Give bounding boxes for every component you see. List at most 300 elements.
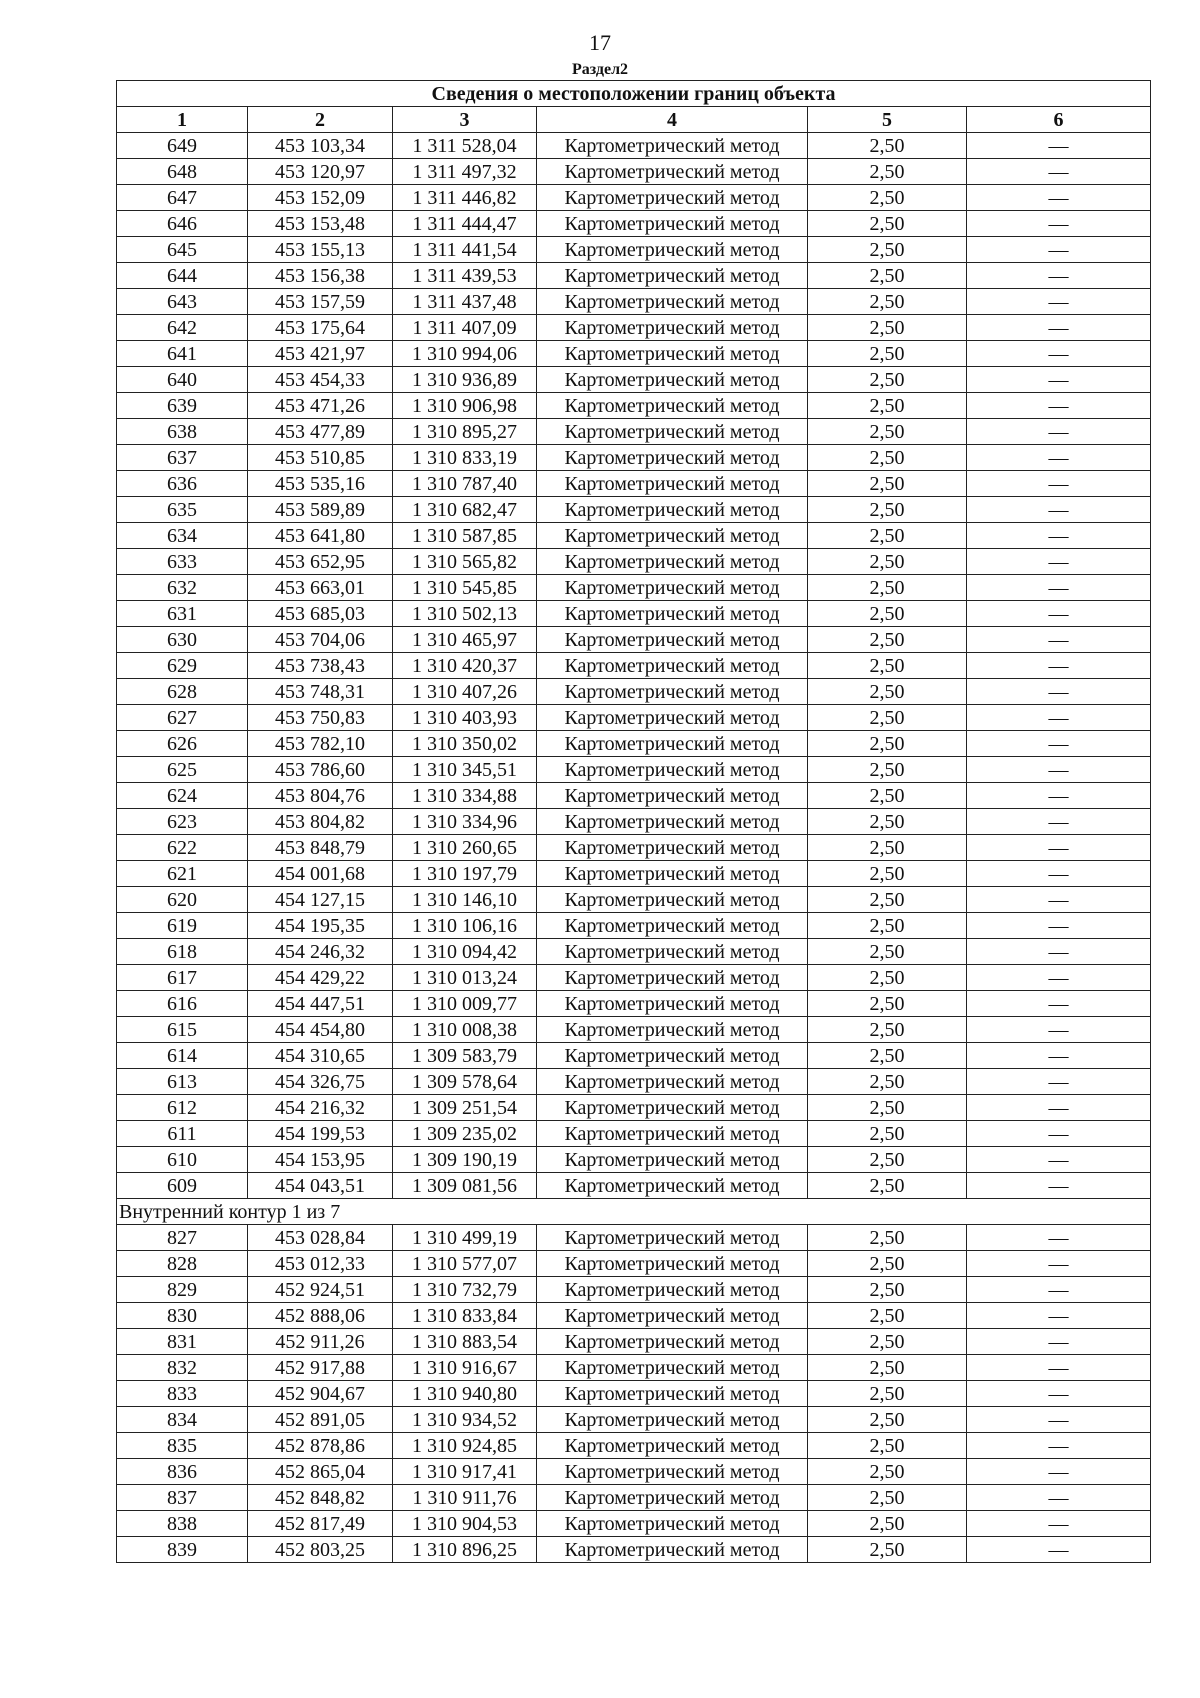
accuracy-cell: 2,50 [808, 237, 967, 263]
table-header-row [117, 107, 1151, 133]
accuracy-cell: 2,50 [808, 1225, 967, 1251]
accuracy-cell: 2,50 [808, 627, 967, 653]
description-cell: — [967, 705, 1151, 731]
y-coordinate-cell: 1 310 577,07 [393, 1251, 537, 1277]
x-coordinate-cell: 452 888,06 [248, 1303, 393, 1329]
column-header: 1 [117, 107, 248, 133]
y-coordinate-cell: 1 310 904,53 [393, 1511, 537, 1537]
method-cell: Картометрический метод [537, 705, 808, 731]
method-cell: Картометрический метод [537, 627, 808, 653]
table-row [117, 1303, 1151, 1329]
table-row [117, 1511, 1151, 1537]
point-number-cell: 633 [117, 549, 248, 575]
description-cell: — [967, 133, 1151, 159]
y-coordinate-cell: 1 309 251,54 [393, 1095, 537, 1121]
point-number-cell: 619 [117, 913, 248, 939]
description-cell: — [967, 1511, 1151, 1537]
accuracy-cell: 2,50 [808, 1251, 967, 1277]
table-row [117, 1329, 1151, 1355]
method-cell: Картометрический метод [537, 1095, 808, 1121]
description-cell: — [967, 1095, 1151, 1121]
table-row [117, 1017, 1151, 1043]
method-cell: Картометрический метод [537, 939, 808, 965]
point-number-cell: 624 [117, 783, 248, 809]
table-row [117, 549, 1151, 575]
method-cell: Картометрический метод [537, 471, 808, 497]
accuracy-cell: 2,50 [808, 1121, 967, 1147]
x-coordinate-cell: 453 454,33 [248, 367, 393, 393]
y-coordinate-cell: 1 309 235,02 [393, 1121, 537, 1147]
method-cell: Картометрический метод [537, 497, 808, 523]
x-coordinate-cell: 454 043,51 [248, 1173, 393, 1199]
x-coordinate-cell: 453 175,64 [248, 315, 393, 341]
y-coordinate-cell: 1 310 345,51 [393, 757, 537, 783]
table-row [117, 445, 1151, 471]
x-coordinate-cell: 454 326,75 [248, 1069, 393, 1095]
point-number-cell: 649 [117, 133, 248, 159]
boundary-coordinates-table [116, 80, 1151, 1563]
accuracy-cell: 2,50 [808, 1537, 967, 1563]
y-coordinate-cell: 1 310 407,26 [393, 679, 537, 705]
x-coordinate-cell: 453 477,89 [248, 419, 393, 445]
method-cell: Картометрический метод [537, 341, 808, 367]
method-cell: Картометрический метод [537, 991, 808, 1017]
y-coordinate-cell: 1 310 334,88 [393, 783, 537, 809]
column-header: 2 [248, 107, 393, 133]
x-coordinate-cell: 453 641,80 [248, 523, 393, 549]
y-coordinate-cell: 1 310 545,85 [393, 575, 537, 601]
accuracy-cell: 2,50 [808, 1329, 967, 1355]
accuracy-cell: 2,50 [808, 1277, 967, 1303]
x-coordinate-cell: 453 748,31 [248, 679, 393, 705]
description-cell: — [967, 1017, 1151, 1043]
method-cell: Картометрический метод [537, 1407, 808, 1433]
point-number-cell: 627 [117, 705, 248, 731]
table-row [117, 731, 1151, 757]
method-cell: Картометрический метод [537, 1173, 808, 1199]
y-coordinate-cell: 1 310 420,37 [393, 653, 537, 679]
description-cell: — [967, 1277, 1151, 1303]
description-cell: — [967, 1173, 1151, 1199]
table-row [117, 861, 1151, 887]
column-header: 3 [393, 107, 537, 133]
y-coordinate-cell: 1 310 906,98 [393, 393, 537, 419]
accuracy-cell: 2,50 [808, 211, 967, 237]
accuracy-cell: 2,50 [808, 835, 967, 861]
table-row [117, 133, 1151, 159]
point-number-cell: 625 [117, 757, 248, 783]
description-cell: — [967, 1121, 1151, 1147]
accuracy-cell: 2,50 [808, 549, 967, 575]
description-cell: — [967, 497, 1151, 523]
x-coordinate-cell: 453 152,09 [248, 185, 393, 211]
table-row [117, 1537, 1151, 1563]
method-cell: Картометрический метод [537, 731, 808, 757]
method-cell: Картометрический метод [537, 289, 808, 315]
accuracy-cell: 2,50 [808, 1043, 967, 1069]
x-coordinate-cell: 453 738,43 [248, 653, 393, 679]
point-number-cell: 833 [117, 1381, 248, 1407]
x-coordinate-cell: 453 804,82 [248, 809, 393, 835]
description-cell: — [967, 185, 1151, 211]
method-cell: Картометрический метод [537, 263, 808, 289]
accuracy-cell: 2,50 [808, 1095, 967, 1121]
x-coordinate-cell: 454 199,53 [248, 1121, 393, 1147]
accuracy-cell: 2,50 [808, 367, 967, 393]
table-row [117, 393, 1151, 419]
x-coordinate-cell: 452 817,49 [248, 1511, 393, 1537]
accuracy-cell: 2,50 [808, 419, 967, 445]
y-coordinate-cell: 1 310 833,19 [393, 445, 537, 471]
x-coordinate-cell: 453 589,89 [248, 497, 393, 523]
method-cell: Картометрический метод [537, 393, 808, 419]
point-number-cell: 838 [117, 1511, 248, 1537]
method-cell: Картометрический метод [537, 237, 808, 263]
description-cell: — [967, 1225, 1151, 1251]
table-row [117, 263, 1151, 289]
description-cell: — [967, 549, 1151, 575]
accuracy-cell: 2,50 [808, 1511, 967, 1537]
method-cell: Картометрический метод [537, 419, 808, 445]
x-coordinate-cell: 452 803,25 [248, 1537, 393, 1563]
accuracy-cell: 2,50 [808, 679, 967, 705]
x-coordinate-cell: 453 782,10 [248, 731, 393, 757]
accuracy-cell: 2,50 [808, 263, 967, 289]
description-cell: — [967, 601, 1151, 627]
y-coordinate-cell: 1 310 787,40 [393, 471, 537, 497]
method-cell: Картометрический метод [537, 1069, 808, 1095]
description-cell: — [967, 1251, 1151, 1277]
point-number-cell: 623 [117, 809, 248, 835]
table-row [117, 887, 1151, 913]
x-coordinate-cell: 453 804,76 [248, 783, 393, 809]
y-coordinate-cell: 1 310 146,10 [393, 887, 537, 913]
point-number-cell: 612 [117, 1095, 248, 1121]
description-cell: — [967, 913, 1151, 939]
method-cell: Картометрический метод [537, 1251, 808, 1277]
table-row [117, 601, 1151, 627]
accuracy-cell: 2,50 [808, 1485, 967, 1511]
point-number-cell: 628 [117, 679, 248, 705]
point-number-cell: 644 [117, 263, 248, 289]
y-coordinate-cell: 1 310 013,24 [393, 965, 537, 991]
y-coordinate-cell: 1 311 439,53 [393, 263, 537, 289]
x-coordinate-cell: 453 750,83 [248, 705, 393, 731]
description-cell: — [967, 731, 1151, 757]
page-number: 17 [589, 30, 611, 55]
x-coordinate-cell: 454 153,95 [248, 1147, 393, 1173]
description-cell: — [967, 653, 1151, 679]
table-row [117, 419, 1151, 445]
x-coordinate-cell: 454 447,51 [248, 991, 393, 1017]
method-cell: Картометрический метод [537, 965, 808, 991]
section-title: Раздел2 [571, 61, 629, 78]
accuracy-cell: 2,50 [808, 1433, 967, 1459]
point-number-cell: 610 [117, 1147, 248, 1173]
description-cell: — [967, 991, 1151, 1017]
table-row [117, 757, 1151, 783]
point-number-cell: 640 [117, 367, 248, 393]
accuracy-cell: 2,50 [808, 1147, 967, 1173]
description-cell: — [967, 1303, 1151, 1329]
table-row [117, 1251, 1151, 1277]
description-cell: — [967, 237, 1151, 263]
accuracy-cell: 2,50 [808, 1069, 967, 1095]
method-cell: Картометрический метод [537, 1485, 808, 1511]
y-coordinate-cell: 1 310 833,84 [393, 1303, 537, 1329]
point-number-cell: 615 [117, 1017, 248, 1043]
y-coordinate-cell: 1 310 260,65 [393, 835, 537, 861]
table-caption-row [117, 81, 1151, 107]
column-header: 6 [967, 107, 1151, 133]
method-cell: Картометрический метод [537, 887, 808, 913]
x-coordinate-cell: 453 012,33 [248, 1251, 393, 1277]
description-cell: — [967, 575, 1151, 601]
method-cell: Картометрический метод [537, 1459, 808, 1485]
point-number-cell: 830 [117, 1303, 248, 1329]
point-number-cell: 642 [117, 315, 248, 341]
accuracy-cell: 2,50 [808, 783, 967, 809]
x-coordinate-cell: 453 103,34 [248, 133, 393, 159]
description-cell: — [967, 1433, 1151, 1459]
point-number-cell: 647 [117, 185, 248, 211]
x-coordinate-cell: 453 155,13 [248, 237, 393, 263]
y-coordinate-cell: 1 311 446,82 [393, 185, 537, 211]
table-row [117, 627, 1151, 653]
subsection-title: Внутренний контур 1 из 7 [117, 1199, 1151, 1225]
table-row [117, 523, 1151, 549]
accuracy-cell: 2,50 [808, 757, 967, 783]
description-cell: — [967, 1485, 1151, 1511]
table-row [117, 367, 1151, 393]
y-coordinate-cell: 1 310 883,54 [393, 1329, 537, 1355]
table-row [117, 211, 1151, 237]
method-cell: Картометрический метод [537, 211, 808, 237]
description-cell: — [967, 1355, 1151, 1381]
point-number-cell: 614 [117, 1043, 248, 1069]
table-row [117, 1381, 1151, 1407]
y-coordinate-cell: 1 310 565,82 [393, 549, 537, 575]
x-coordinate-cell: 453 704,06 [248, 627, 393, 653]
x-coordinate-cell: 453 510,85 [248, 445, 393, 471]
accuracy-cell: 2,50 [808, 601, 967, 627]
x-coordinate-cell: 452 911,26 [248, 1329, 393, 1355]
y-coordinate-cell: 1 310 994,06 [393, 341, 537, 367]
y-coordinate-cell: 1 310 094,42 [393, 939, 537, 965]
y-coordinate-cell: 1 310 587,85 [393, 523, 537, 549]
point-number-cell: 829 [117, 1277, 248, 1303]
table-row [117, 1173, 1151, 1199]
accuracy-cell: 2,50 [808, 809, 967, 835]
description-cell: — [967, 393, 1151, 419]
table-row [117, 679, 1151, 705]
table-row [117, 653, 1151, 679]
method-cell: Картометрический метод [537, 1303, 808, 1329]
accuracy-cell: 2,50 [808, 393, 967, 419]
x-coordinate-cell: 453 421,97 [248, 341, 393, 367]
y-coordinate-cell: 1 310 940,80 [393, 1381, 537, 1407]
x-coordinate-cell: 452 878,86 [248, 1433, 393, 1459]
description-cell: — [967, 887, 1151, 913]
table-row [117, 1225, 1151, 1251]
x-coordinate-cell: 452 904,67 [248, 1381, 393, 1407]
x-coordinate-cell: 452 924,51 [248, 1277, 393, 1303]
y-coordinate-cell: 1 310 896,25 [393, 1537, 537, 1563]
x-coordinate-cell: 453 120,97 [248, 159, 393, 185]
description-cell: — [967, 289, 1151, 315]
method-cell: Картометрический метод [537, 159, 808, 185]
table-row [117, 185, 1151, 211]
y-coordinate-cell: 1 310 350,02 [393, 731, 537, 757]
y-coordinate-cell: 1 309 081,56 [393, 1173, 537, 1199]
point-number-cell: 646 [117, 211, 248, 237]
x-coordinate-cell: 453 471,26 [248, 393, 393, 419]
accuracy-cell: 2,50 [808, 185, 967, 211]
accuracy-cell: 2,50 [808, 341, 967, 367]
accuracy-cell: 2,50 [808, 289, 967, 315]
x-coordinate-cell: 454 127,15 [248, 887, 393, 913]
accuracy-cell: 2,50 [808, 913, 967, 939]
table-row [117, 1069, 1151, 1095]
subsection-row [117, 1199, 1151, 1225]
x-coordinate-cell: 453 157,59 [248, 289, 393, 315]
y-coordinate-cell: 1 310 682,47 [393, 497, 537, 523]
point-number-cell: 617 [117, 965, 248, 991]
table-row [117, 237, 1151, 263]
description-cell: — [967, 523, 1151, 549]
accuracy-cell: 2,50 [808, 1355, 967, 1381]
accuracy-cell: 2,50 [808, 159, 967, 185]
accuracy-cell: 2,50 [808, 1459, 967, 1485]
method-cell: Картометрический метод [537, 835, 808, 861]
y-coordinate-cell: 1 310 008,38 [393, 1017, 537, 1043]
x-coordinate-cell: 453 663,01 [248, 575, 393, 601]
description-cell: — [967, 341, 1151, 367]
method-cell: Картометрический метод [537, 1225, 808, 1251]
description-cell: — [967, 757, 1151, 783]
accuracy-cell: 2,50 [808, 1303, 967, 1329]
accuracy-cell: 2,50 [808, 965, 967, 991]
y-coordinate-cell: 1 310 403,93 [393, 705, 537, 731]
method-cell: Картометрический метод [537, 549, 808, 575]
table-row [117, 835, 1151, 861]
point-number-cell: 641 [117, 341, 248, 367]
table-row [117, 1407, 1151, 1433]
point-number-cell: 635 [117, 497, 248, 523]
description-cell: — [967, 861, 1151, 887]
point-number-cell: 828 [117, 1251, 248, 1277]
x-coordinate-cell: 453 685,03 [248, 601, 393, 627]
x-coordinate-cell: 454 001,68 [248, 861, 393, 887]
method-cell: Картометрический метод [537, 1121, 808, 1147]
inner-contour-section [117, 1199, 1151, 1225]
description-cell: — [967, 783, 1151, 809]
table-row [117, 991, 1151, 1017]
point-number-cell: 831 [117, 1329, 248, 1355]
description-cell: — [967, 835, 1151, 861]
description-cell: — [967, 159, 1151, 185]
point-number-cell: 837 [117, 1485, 248, 1511]
x-coordinate-cell: 452 848,82 [248, 1485, 393, 1511]
x-coordinate-cell: 454 429,22 [248, 965, 393, 991]
point-number-cell: 645 [117, 237, 248, 263]
table-row [117, 341, 1151, 367]
method-cell: Картометрический метод [537, 445, 808, 471]
description-cell: — [967, 939, 1151, 965]
y-coordinate-cell: 1 311 441,54 [393, 237, 537, 263]
method-cell: Картометрический метод [537, 1381, 808, 1407]
method-cell: Картометрический метод [537, 679, 808, 705]
description-cell: — [967, 1147, 1151, 1173]
y-coordinate-cell: 1 311 444,47 [393, 211, 537, 237]
method-cell: Картометрический метод [537, 1511, 808, 1537]
method-cell: Картометрический метод [537, 575, 808, 601]
y-coordinate-cell: 1 310 917,41 [393, 1459, 537, 1485]
y-coordinate-cell: 1 311 528,04 [393, 133, 537, 159]
x-coordinate-cell: 454 216,32 [248, 1095, 393, 1121]
inner-contour-rows [117, 1225, 1151, 1563]
method-cell: Картометрический метод [537, 809, 808, 835]
table-caption: Сведения о местоположении границ объекта [117, 81, 1151, 107]
point-number-cell: 616 [117, 991, 248, 1017]
accuracy-cell: 2,50 [808, 887, 967, 913]
x-coordinate-cell: 452 917,88 [248, 1355, 393, 1381]
table-row [117, 315, 1151, 341]
description-cell: — [967, 1537, 1151, 1563]
description-cell: — [967, 679, 1151, 705]
table-row [117, 1095, 1151, 1121]
x-coordinate-cell: 453 848,79 [248, 835, 393, 861]
method-cell: Картометрический метод [537, 1433, 808, 1459]
description-cell: — [967, 471, 1151, 497]
x-coordinate-cell: 454 246,32 [248, 939, 393, 965]
description-cell: — [967, 1381, 1151, 1407]
point-number-cell: 834 [117, 1407, 248, 1433]
y-coordinate-cell: 1 309 578,64 [393, 1069, 537, 1095]
method-cell: Картометрический метод [537, 757, 808, 783]
description-cell: — [967, 445, 1151, 471]
method-cell: Картометрический метод [537, 1537, 808, 1563]
x-coordinate-cell: 453 786,60 [248, 757, 393, 783]
x-coordinate-cell: 453 535,16 [248, 471, 393, 497]
method-cell: Картометрический метод [537, 367, 808, 393]
y-coordinate-cell: 1 311 437,48 [393, 289, 537, 315]
table-row [117, 1459, 1151, 1485]
method-cell: Картометрический метод [537, 185, 808, 211]
table-row [117, 575, 1151, 601]
point-number-cell: 648 [117, 159, 248, 185]
y-coordinate-cell: 1 310 911,76 [393, 1485, 537, 1511]
description-cell: — [967, 367, 1151, 393]
method-cell: Картометрический метод [537, 1017, 808, 1043]
table-row [117, 471, 1151, 497]
point-number-cell: 631 [117, 601, 248, 627]
table-row [117, 1355, 1151, 1381]
y-coordinate-cell: 1 310 936,89 [393, 367, 537, 393]
table-row [117, 1485, 1151, 1511]
table-row [117, 1121, 1151, 1147]
y-coordinate-cell: 1 310 499,19 [393, 1225, 537, 1251]
point-number-cell: 637 [117, 445, 248, 471]
table-row [117, 913, 1151, 939]
y-coordinate-cell: 1 309 583,79 [393, 1043, 537, 1069]
y-coordinate-cell: 1 310 502,13 [393, 601, 537, 627]
description-cell: — [967, 1407, 1151, 1433]
accuracy-cell: 2,50 [808, 133, 967, 159]
accuracy-cell: 2,50 [808, 1173, 967, 1199]
x-coordinate-cell: 453 028,84 [248, 1225, 393, 1251]
point-number-cell: 839 [117, 1537, 248, 1563]
